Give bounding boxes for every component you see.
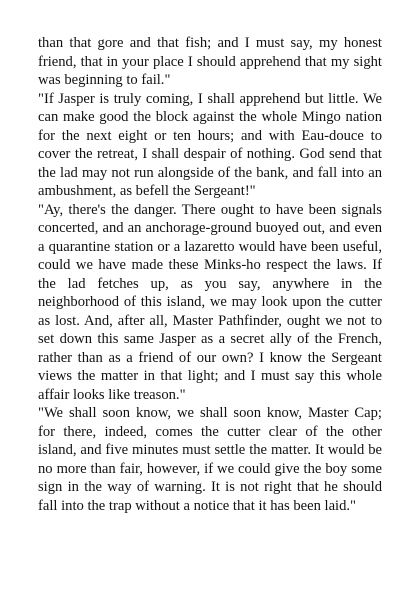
page-body	[38, 34, 382, 515]
paragraph-1: than that gore and that fish; and I must say, my honest friend, that in your place I should apprehend that my sight was beginning to fail."	[38, 35, 382, 88]
paragraph-2: "If Jasper is truly coming, I shall apprehend but little. We can make good the block against the whole Mingo nation for the next eight or ten hours; and with Eau-douce to cover the retreat, I shall despair of nothing. God send that the lad may not run alongside of the bank, and fall into an ambushment, as befell the Sergeant!"	[38, 90, 382, 199]
paragraph-4: "We shall soon know, we shall soon know, Master Cap; for there, indeed, comes the cutter clear of the other island, and five minutes must settle the matter. It would be no more than fair, however, if we could give the boy some sign in the way of warning. It is not right that he should fall into the trap without a notice that it has been laid."	[38, 405, 382, 514]
paragraph-3: "Ay, there's the danger. There ought to have been signals concerted, and an anchorage-ground buoyed out, and even a quarantine station or a lazaretto would have been useful, could we have made these Minks-ho respect the laws. If the lad fetches up, as you say, anywhere in the neighborhood of this island, we may look upon the cutter as lost. And, after all, Master Pathfinder, ought we not to set down this same Jasper as a secret ally of the French, rather than as a friend of our own? I know the Sergeant views the matter in that light; and I must say this whole affair looks like treason."	[38, 201, 382, 403]
